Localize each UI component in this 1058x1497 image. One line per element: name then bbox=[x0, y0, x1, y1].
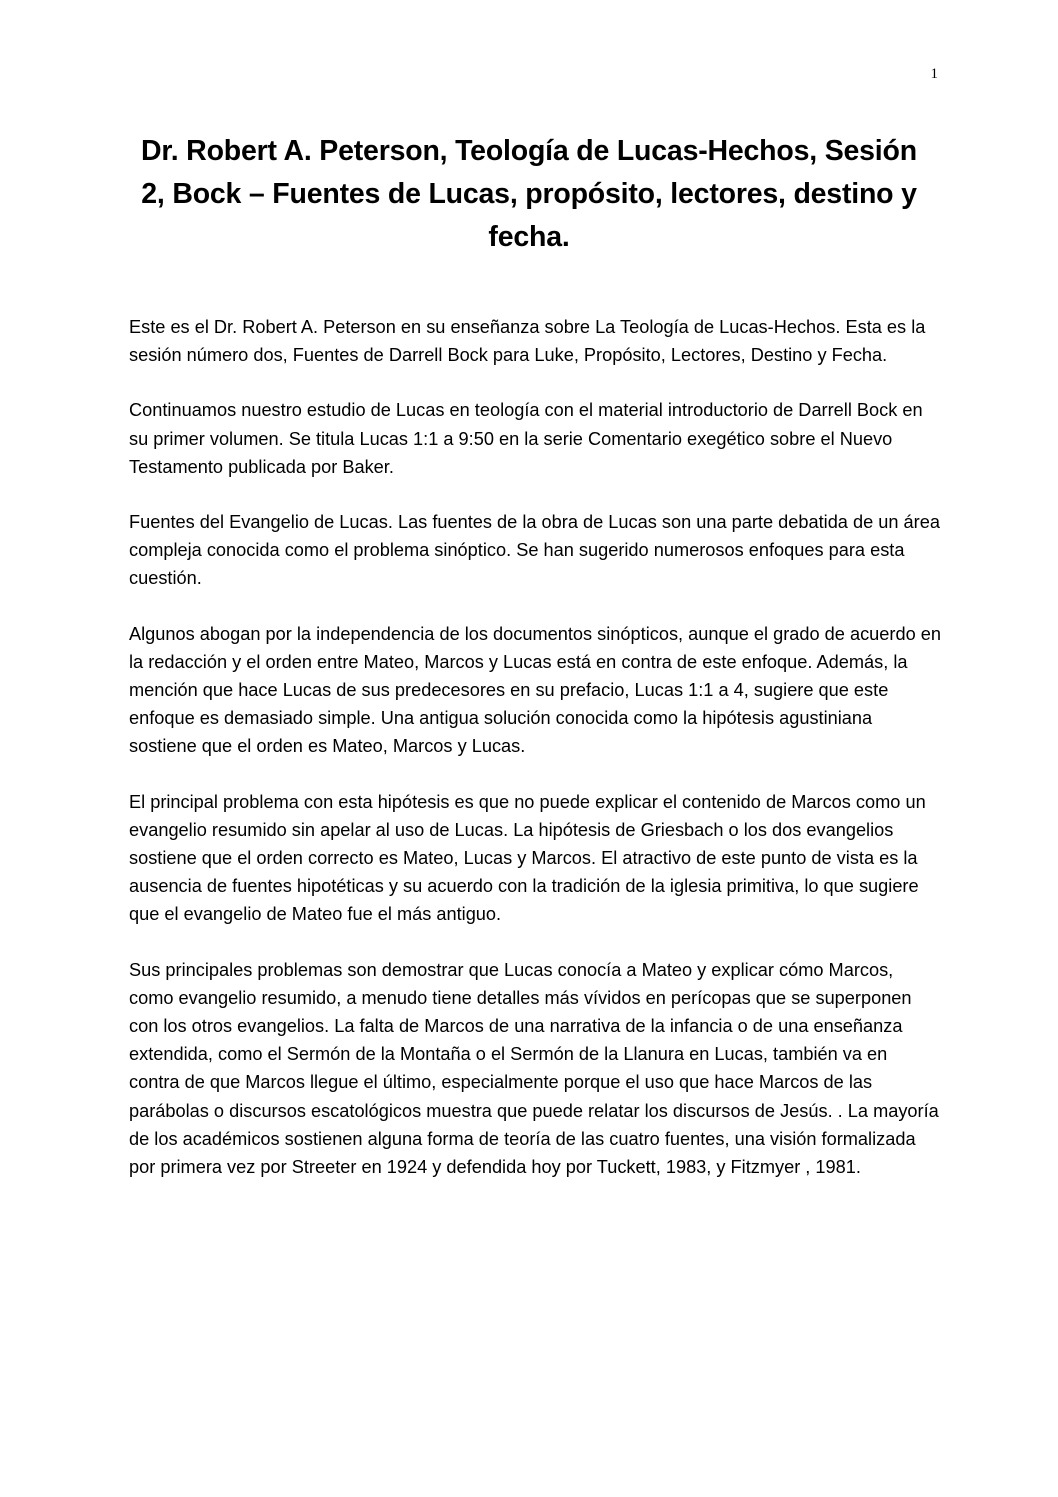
paragraph-sources: Fuentes del Evangelio de Lucas. Las fuentes de la obra de Lucas son una parte debatida de un área compleja conocida como el problema sinóptico. Se han sugerido numerosos enfoques para esta cuestión. bbox=[129, 512, 940, 589]
paragraph-continuation: Continuamos nuestro estudio de Lucas en teología con el material introductorio de Darrell Bock en su primer volumen. Se titula Lucas 1:1 a 9:50 en la serie Comentario exegético sobre el Nuevo Testamento publicada por Baker. bbox=[129, 400, 923, 477]
paragraph-intro: Este es el Dr. Robert A. Peterson en su enseñanza sobre La Teología de Lucas-Hechos. Esta es la sesión número dos, Fuentes de Darrell Bock para Luke, Propósito, Lectores, Destino y Fecha. bbox=[129, 317, 926, 366]
document-body bbox=[129, 313, 941, 1208]
paragraph-independence: Algunos abogan por la independencia de los documentos sinópticos, aunque el grado de acuerdo en la redacción y el orden entre Mateo, Marcos y Lucas está en contra de este enfoque. Además, la mención que hace Lucas de sus predecesores en su prefacio, Lucas 1:1 a 4, sugiere que este enfoque es demasiado simple. Una antigua solución conocida como la hipótesis agustiniana sostiene que el orden es Mateo, Marcos y Lucas. bbox=[129, 623, 941, 757]
document-title: Dr. Robert A. Peterson, Teología de Lucas-Hechos, Sesión 2, Bock – Fuentes de Lucas, propósito, lectores, destino y fecha. bbox=[141, 135, 917, 253]
paragraph-griesbach: El principal problema con esta hipótesis es que no puede explicar el contenido de Marcos como un evangelio resumido sin apelar al uso de Lucas. La hipótesis de Griesbach o los dos evangelios sostiene que el orden correcto es Mateo, Lucas y Marcos. El atractivo de este punto de vista es la ausencia de fuentes hipotéticas y su acuerdo con la tradición de la iglesia primitiva, lo que sugiere que el evangelio de Mateo fue el más antiguo. bbox=[129, 791, 926, 925]
paragraph-four-source: Sus principales problemas son demostrar que Lucas conocía a Mateo y explicar cómo Marcos, como evangelio resumido, a menudo tiene detalles más vívidos en perícopas que se superponen con los otros evangelios. La falta de Marcos de una narrativa de la infancia o de una enseñanza extendida, como el Sermón de la Montaña o el Sermón de la Llanura en Lucas, también va en contra de que Marcos llegue el último, especialmente porque el uso que hace Marcos de las parábolas o discursos escatológicos muestra que puede relatar los discursos de Jesús. . La mayoría de los académicos sostienen alguna forma de teoría de las cuatro fuentes, una visión formalizada por primera vez por Streeter en 1924 y defendida hoy por Tuckett, 1983, y Fitzmyer , 1981. bbox=[129, 959, 939, 1178]
page-number: 1 bbox=[930, 66, 938, 82]
